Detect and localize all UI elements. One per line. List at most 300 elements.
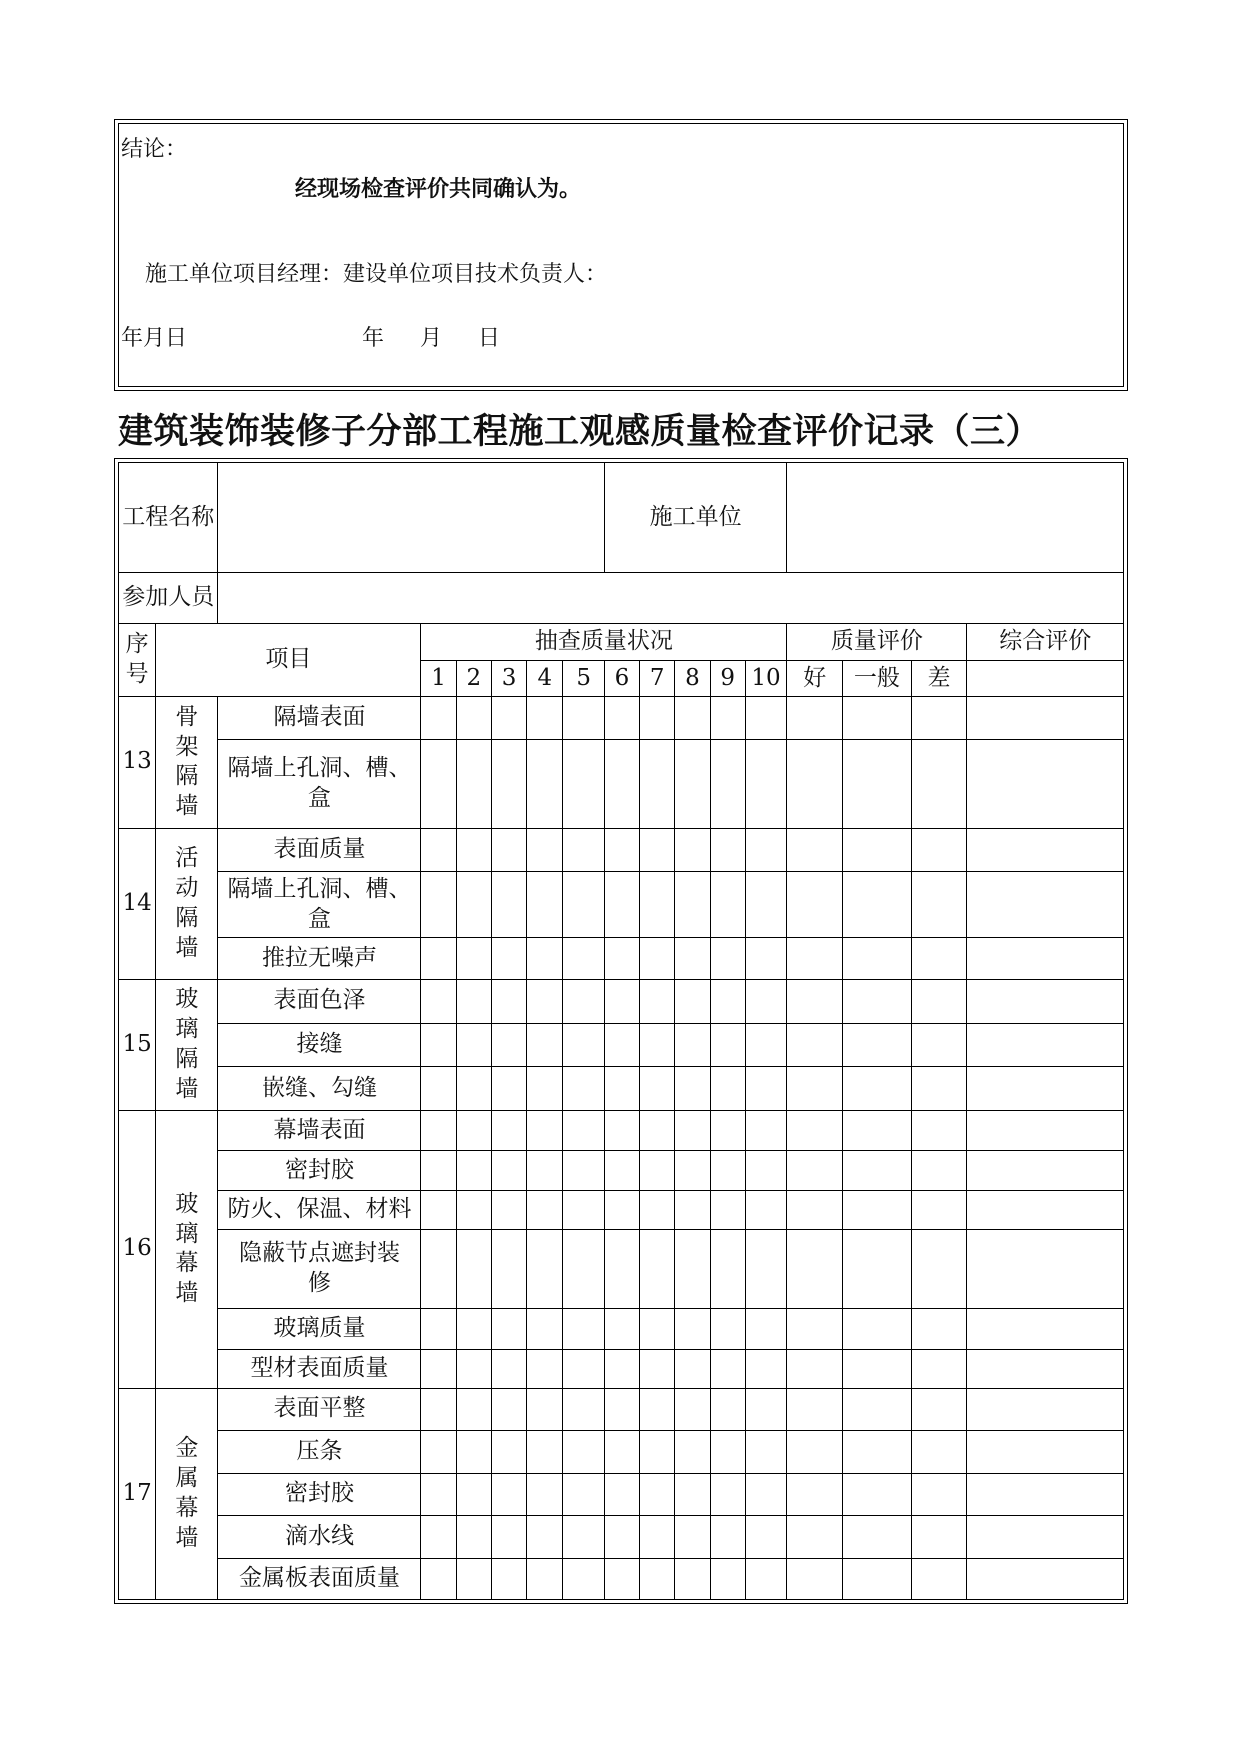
overall-eval-cell[interactable] (967, 1473, 1124, 1515)
sample-cell[interactable] (456, 1388, 491, 1430)
item-name (218, 1151, 421, 1190)
sample-cell[interactable] (527, 1023, 563, 1067)
sample-cell[interactable] (640, 1431, 675, 1473)
grade-cell[interactable] (787, 1388, 843, 1430)
sample-number-header: 9 (710, 661, 745, 697)
sample-cell[interactable] (563, 1151, 605, 1190)
sample-cell[interactable] (675, 1388, 710, 1430)
sample-cell[interactable] (527, 1516, 563, 1558)
sample-cell[interactable] (604, 1229, 639, 1308)
sample-cell[interactable] (604, 1151, 639, 1190)
construction-unit-field[interactable] (787, 463, 1124, 573)
grade-cell[interactable] (911, 1023, 967, 1067)
sample-cell[interactable] (421, 872, 456, 938)
sample-cell[interactable] (640, 1111, 675, 1151)
sample-cell[interactable] (604, 1388, 639, 1430)
grade-cell[interactable] (787, 1473, 843, 1515)
grade-cell[interactable] (843, 1067, 911, 1111)
participants-label: 参加人员 (119, 572, 218, 623)
sample-cell[interactable] (527, 1388, 563, 1430)
group-category-char: 隔 (175, 763, 199, 790)
sample-cell[interactable] (710, 938, 745, 979)
sample-cell[interactable] (745, 938, 786, 979)
sample-cell[interactable] (421, 1349, 456, 1388)
sample-cell[interactable] (527, 1309, 563, 1349)
sample-cell[interactable] (710, 1516, 745, 1558)
sample-cell[interactable] (675, 1023, 710, 1067)
sample-cell[interactable] (710, 1190, 745, 1229)
sample-cell[interactable] (456, 1229, 491, 1308)
sample-cell[interactable] (456, 938, 491, 979)
grade-cell[interactable] (787, 1558, 843, 1600)
sample-cell[interactable] (675, 1229, 710, 1308)
grade-cell[interactable] (787, 1309, 843, 1349)
sample-cell[interactable] (640, 1309, 675, 1349)
sample-cell[interactable] (710, 697, 745, 739)
sample-cell[interactable] (675, 697, 710, 739)
grade-cell[interactable] (787, 1151, 843, 1190)
grade-cell[interactable] (911, 1229, 967, 1308)
item-name (218, 1190, 421, 1229)
sample-cell[interactable] (710, 1349, 745, 1388)
sample-cell[interactable] (675, 1111, 710, 1151)
sample-cell[interactable] (604, 1023, 639, 1067)
sample-cell[interactable] (640, 1067, 675, 1111)
sample-cell[interactable] (421, 1473, 456, 1515)
sample-cell[interactable] (745, 1388, 786, 1430)
sample-cell[interactable] (456, 1067, 491, 1111)
overall-eval-cell[interactable] (967, 697, 1124, 739)
sample-cell[interactable] (456, 1151, 491, 1190)
sample-cell[interactable] (527, 1151, 563, 1190)
sample-cell[interactable] (640, 1023, 675, 1067)
table-row (119, 1516, 1124, 1558)
grade-cell[interactable] (911, 828, 967, 872)
sample-cell[interactable] (563, 1229, 605, 1308)
sample-cell[interactable] (640, 938, 675, 979)
sample-cell[interactable] (710, 828, 745, 872)
grade-cell[interactable] (787, 1516, 843, 1558)
grade-cell[interactable] (843, 1229, 911, 1308)
grade-cell[interactable] (911, 1431, 967, 1473)
sample-cell[interactable] (456, 1516, 491, 1558)
sample-cell[interactable] (745, 1023, 786, 1067)
sample-cell[interactable] (745, 1516, 786, 1558)
sample-cell[interactable] (604, 872, 639, 938)
sample-cell[interactable] (527, 828, 563, 872)
sample-cell[interactable] (640, 1558, 675, 1600)
grade-cell[interactable] (843, 1431, 911, 1473)
sample-cell[interactable] (421, 739, 456, 828)
conclusion-label: 结论： (121, 137, 188, 162)
overall-eval-cell[interactable] (967, 1558, 1124, 1600)
sample-cell[interactable] (710, 1067, 745, 1111)
sample-cell[interactable] (640, 1229, 675, 1308)
table-row (119, 1111, 1124, 1151)
sample-number-header: 4 (527, 661, 563, 697)
sample-cell[interactable] (640, 828, 675, 872)
sample-cell[interactable] (710, 1023, 745, 1067)
sample-cell[interactable] (456, 1431, 491, 1473)
sample-cell[interactable] (421, 1111, 456, 1151)
sample-cell[interactable] (640, 1388, 675, 1430)
grade-cell[interactable] (911, 697, 967, 739)
sample-cell[interactable] (640, 1349, 675, 1388)
sample-cell[interactable] (745, 1067, 786, 1111)
grade-cell[interactable] (843, 1558, 911, 1600)
grade-header: 好 (787, 661, 843, 697)
sample-cell[interactable] (491, 1190, 526, 1229)
sample-cell[interactable] (604, 1309, 639, 1349)
sample-cell[interactable] (640, 1151, 675, 1190)
sample-cell[interactable] (456, 872, 491, 938)
sample-cell[interactable] (675, 1067, 710, 1111)
sample-cell[interactable] (563, 938, 605, 979)
overall-eval-cell[interactable] (967, 1067, 1124, 1111)
sample-cell[interactable] (710, 1431, 745, 1473)
overall-eval-cell[interactable] (967, 1349, 1124, 1388)
sample-cell[interactable] (675, 1151, 710, 1190)
sample-cell[interactable] (421, 1516, 456, 1558)
item-name (218, 739, 421, 828)
group-category (156, 697, 218, 829)
grade-cell[interactable] (843, 1516, 911, 1558)
sample-cell[interactable] (745, 872, 786, 938)
table-row (119, 1190, 1124, 1229)
overall-eval-cell[interactable] (967, 1229, 1124, 1308)
sample-cell[interactable] (604, 1067, 639, 1111)
sample-cell[interactable] (456, 1349, 491, 1388)
sample-cell[interactable] (604, 1431, 639, 1473)
sample-cell[interactable] (563, 872, 605, 938)
sample-cell[interactable] (640, 1473, 675, 1515)
sample-cell[interactable] (563, 739, 605, 828)
sample-cell[interactable] (710, 979, 745, 1023)
grade-cell[interactable] (843, 1349, 911, 1388)
sample-cell[interactable] (745, 1558, 786, 1600)
sample-cell[interactable] (710, 872, 745, 938)
grade-cell[interactable] (787, 828, 843, 872)
sample-cell[interactable] (745, 1431, 786, 1473)
grade-cell[interactable] (843, 938, 911, 979)
overall-eval-cell[interactable] (967, 1111, 1124, 1151)
sample-cell[interactable] (491, 872, 526, 938)
sample-cell[interactable] (527, 1190, 563, 1229)
grade-cell[interactable] (911, 1558, 967, 1600)
item-name-line: 隔墙表面 (273, 703, 366, 730)
sample-cell[interactable] (563, 1388, 605, 1430)
grade-cell[interactable] (787, 1229, 843, 1308)
sample-cell[interactable] (710, 1388, 745, 1430)
sample-cell[interactable] (710, 1473, 745, 1515)
grade-cell[interactable] (843, 1190, 911, 1229)
overall-eval-cell[interactable] (967, 1516, 1124, 1558)
sample-cell[interactable] (640, 1516, 675, 1558)
overall-eval-cell[interactable] (967, 1023, 1124, 1067)
sample-cell[interactable] (675, 1190, 710, 1229)
sample-cell[interactable] (604, 938, 639, 979)
item-name (218, 1431, 421, 1473)
sample-cell[interactable] (604, 1473, 639, 1515)
sample-cell[interactable] (456, 828, 491, 872)
sample-cell[interactable] (456, 1558, 491, 1600)
sample-cell[interactable] (710, 1151, 745, 1190)
sample-cell[interactable] (421, 979, 456, 1023)
sample-cell[interactable] (527, 1229, 563, 1308)
sample-cell[interactable] (710, 1558, 745, 1600)
sample-cell[interactable] (675, 938, 710, 979)
overall-eval-cell[interactable] (967, 1388, 1124, 1430)
sample-cell[interactable] (745, 697, 786, 739)
sample-cell[interactable] (527, 938, 563, 979)
sample-cell[interactable] (745, 1229, 786, 1308)
sample-cell[interactable] (456, 1190, 491, 1229)
sample-cell[interactable] (563, 828, 605, 872)
sample-cell[interactable] (527, 1111, 563, 1151)
sample-cell[interactable] (604, 1190, 639, 1229)
sample-cell[interactable] (675, 1473, 710, 1515)
grade-cell[interactable] (787, 872, 843, 938)
sample-cell[interactable] (640, 697, 675, 739)
grade-cell[interactable] (911, 1473, 967, 1515)
sample-cell[interactable] (640, 979, 675, 1023)
item-name-line: 滴水线 (284, 1522, 354, 1549)
participants-field[interactable] (218, 572, 1124, 623)
sample-cell[interactable] (675, 1309, 710, 1349)
sample-cell[interactable] (491, 739, 526, 828)
sample-cell[interactable] (421, 1229, 456, 1308)
grade-cell[interactable] (787, 1349, 843, 1388)
sample-cell[interactable] (675, 739, 710, 828)
grade-cell[interactable] (787, 1067, 843, 1111)
sample-cell[interactable] (527, 1349, 563, 1388)
grade-cell[interactable] (911, 979, 967, 1023)
sample-cell[interactable] (675, 1431, 710, 1473)
grade-cell[interactable] (787, 1190, 843, 1229)
sample-cell[interactable] (745, 1111, 786, 1151)
sample-cell[interactable] (456, 1473, 491, 1515)
grade-cell[interactable] (911, 938, 967, 979)
sample-cell[interactable] (563, 1023, 605, 1067)
grade-cell[interactable] (911, 1516, 967, 1558)
grade-cell[interactable] (843, 1151, 911, 1190)
sample-cell[interactable] (563, 1516, 605, 1558)
grade-cell[interactable] (843, 1388, 911, 1430)
sample-cell[interactable] (675, 872, 710, 938)
sample-cell[interactable] (527, 979, 563, 1023)
sample-cell[interactable] (640, 1190, 675, 1229)
sample-cell[interactable] (527, 1067, 563, 1111)
sample-cell[interactable] (745, 1190, 786, 1229)
group-category-char: 骨 (175, 703, 199, 730)
sample-cell[interactable] (491, 1067, 526, 1111)
sample-cell[interactable] (456, 739, 491, 828)
grade-cell[interactable] (787, 697, 843, 739)
seq-header-char: 序 (125, 631, 149, 658)
sample-cell[interactable] (421, 1190, 456, 1229)
sample-cell[interactable] (675, 979, 710, 1023)
grade-cell[interactable] (787, 1431, 843, 1473)
sample-cell[interactable] (491, 1516, 526, 1558)
sample-cell[interactable] (527, 1558, 563, 1600)
sample-cell[interactable] (491, 1349, 526, 1388)
sample-cell[interactable] (421, 1151, 456, 1190)
overall-eval-cell[interactable] (967, 938, 1124, 979)
overall-eval-cell[interactable] (967, 979, 1124, 1023)
table-row (119, 979, 1124, 1023)
grade-cell[interactable] (911, 1349, 967, 1388)
sample-cell[interactable] (640, 872, 675, 938)
grade-cell[interactable] (843, 697, 911, 739)
sample-cell[interactable] (745, 979, 786, 1023)
sample-cell[interactable] (491, 979, 526, 1023)
sample-cell[interactable] (527, 697, 563, 739)
grade-cell[interactable] (843, 1473, 911, 1515)
participants-row (119, 572, 1124, 623)
sample-cell[interactable] (745, 1349, 786, 1388)
sample-cell[interactable] (710, 1309, 745, 1349)
item-name-line: 隐蔽节点遮封装 (238, 1240, 400, 1267)
sample-cell[interactable] (456, 697, 491, 739)
sample-cell[interactable] (745, 1473, 786, 1515)
sample-cell[interactable] (527, 739, 563, 828)
grade-cell[interactable] (787, 1111, 843, 1151)
sample-cell[interactable] (491, 1309, 526, 1349)
sample-cell[interactable] (421, 828, 456, 872)
grade-cell[interactable] (911, 1190, 967, 1229)
grade-cell[interactable] (911, 1151, 967, 1190)
sample-cell[interactable] (745, 739, 786, 828)
sample-cell[interactable] (563, 1558, 605, 1600)
item-name (218, 1023, 421, 1067)
sample-cell[interactable] (491, 1388, 526, 1430)
sample-cell[interactable] (491, 1431, 526, 1473)
grade-cell[interactable] (843, 872, 911, 938)
item-name-line: 密封胶 (284, 1156, 354, 1183)
sample-cell[interactable] (527, 1431, 563, 1473)
sample-cell[interactable] (491, 828, 526, 872)
grade-cell[interactable] (843, 1111, 911, 1151)
sample-cell[interactable] (563, 1067, 605, 1111)
sample-cell[interactable] (675, 1558, 710, 1600)
overall-eval-cell[interactable] (967, 1190, 1124, 1229)
item-name (218, 828, 421, 872)
item-name-line: 表面色泽 (273, 987, 366, 1014)
grade-cell[interactable] (843, 739, 911, 828)
overall-eval-cell[interactable] (967, 1151, 1124, 1190)
grade-cell[interactable] (843, 1309, 911, 1349)
grade-cell[interactable] (911, 1067, 967, 1111)
sample-cell[interactable] (563, 979, 605, 1023)
sample-cell[interactable] (421, 1067, 456, 1111)
sample-cell[interactable] (604, 1558, 639, 1600)
overall-eval-cell[interactable] (967, 1309, 1124, 1349)
overall-eval-cell[interactable] (967, 828, 1124, 872)
group-category-char: 墙 (175, 1524, 199, 1551)
sample-cell[interactable] (421, 1388, 456, 1430)
grade-cell[interactable] (843, 828, 911, 872)
sample-cell[interactable] (421, 1431, 456, 1473)
grade-cell[interactable] (911, 1111, 967, 1151)
sample-cell[interactable] (456, 979, 491, 1023)
sample-cell[interactable] (563, 1349, 605, 1388)
sample-cell[interactable] (421, 938, 456, 979)
sample-cell[interactable] (491, 1473, 526, 1515)
sampling-header: 抽查质量状况 (421, 624, 787, 661)
sample-cell[interactable] (675, 828, 710, 872)
sample-cell[interactable] (745, 1309, 786, 1349)
overall-eval-cell[interactable] (967, 739, 1124, 828)
grade-cell[interactable] (787, 938, 843, 979)
sample-cell[interactable] (604, 979, 639, 1023)
overall-eval-cell[interactable] (967, 1431, 1124, 1473)
sample-cell[interactable] (604, 1516, 639, 1558)
sample-cell[interactable] (640, 739, 675, 828)
sample-cell[interactable] (745, 1151, 786, 1190)
sample-cell[interactable] (604, 739, 639, 828)
grade-cell[interactable] (911, 739, 967, 828)
sample-cell[interactable] (491, 1151, 526, 1190)
inspection-table (118, 462, 1124, 1600)
grade-cell[interactable] (843, 1023, 911, 1067)
sample-cell[interactable] (491, 1111, 526, 1151)
grade-cell[interactable] (911, 1388, 967, 1430)
sample-cell[interactable] (491, 1229, 526, 1308)
grade-cell[interactable] (787, 739, 843, 828)
grade-cell[interactable] (843, 979, 911, 1023)
sample-cell[interactable] (421, 1309, 456, 1349)
sample-cell[interactable] (491, 1023, 526, 1067)
grade-cell[interactable] (911, 1309, 967, 1349)
sample-cell[interactable] (563, 1473, 605, 1515)
sample-cell[interactable] (563, 1309, 605, 1349)
sample-cell[interactable] (563, 1111, 605, 1151)
sample-number-header: 5 (563, 661, 605, 697)
grade-cell[interactable] (787, 1023, 843, 1067)
sample-cell[interactable] (710, 1229, 745, 1308)
sample-cell[interactable] (604, 1349, 639, 1388)
sample-cell[interactable] (456, 1309, 491, 1349)
quality-eval-header: 质量评价 (787, 624, 967, 661)
sample-cell[interactable] (527, 872, 563, 938)
sample-number-header: 2 (456, 661, 491, 697)
sample-cell[interactable] (710, 739, 745, 828)
sample-cell[interactable] (604, 1111, 639, 1151)
sample-cell[interactable] (456, 1023, 491, 1067)
sample-cell[interactable] (675, 1349, 710, 1388)
overall-eval-cell[interactable] (967, 872, 1124, 938)
sample-cell[interactable] (675, 1516, 710, 1558)
sample-cell[interactable] (563, 1431, 605, 1473)
sample-cell[interactable] (491, 697, 526, 739)
sample-cell[interactable] (745, 828, 786, 872)
sample-cell[interactable] (491, 938, 526, 979)
sample-cell[interactable] (563, 697, 605, 739)
project-name-field[interactable] (218, 463, 604, 573)
sample-cell[interactable] (421, 1023, 456, 1067)
sample-cell[interactable] (491, 1558, 526, 1600)
sample-cell[interactable] (710, 1111, 745, 1151)
grade-cell[interactable] (787, 979, 843, 1023)
sample-cell[interactable] (456, 1111, 491, 1151)
grade-cell[interactable] (911, 872, 967, 938)
sample-cell[interactable] (421, 1558, 456, 1600)
sample-cell[interactable] (604, 828, 639, 872)
sample-cell[interactable] (527, 1473, 563, 1515)
sample-cell[interactable] (563, 1190, 605, 1229)
sample-cell[interactable] (421, 697, 456, 739)
sample-cell[interactable] (604, 697, 639, 739)
